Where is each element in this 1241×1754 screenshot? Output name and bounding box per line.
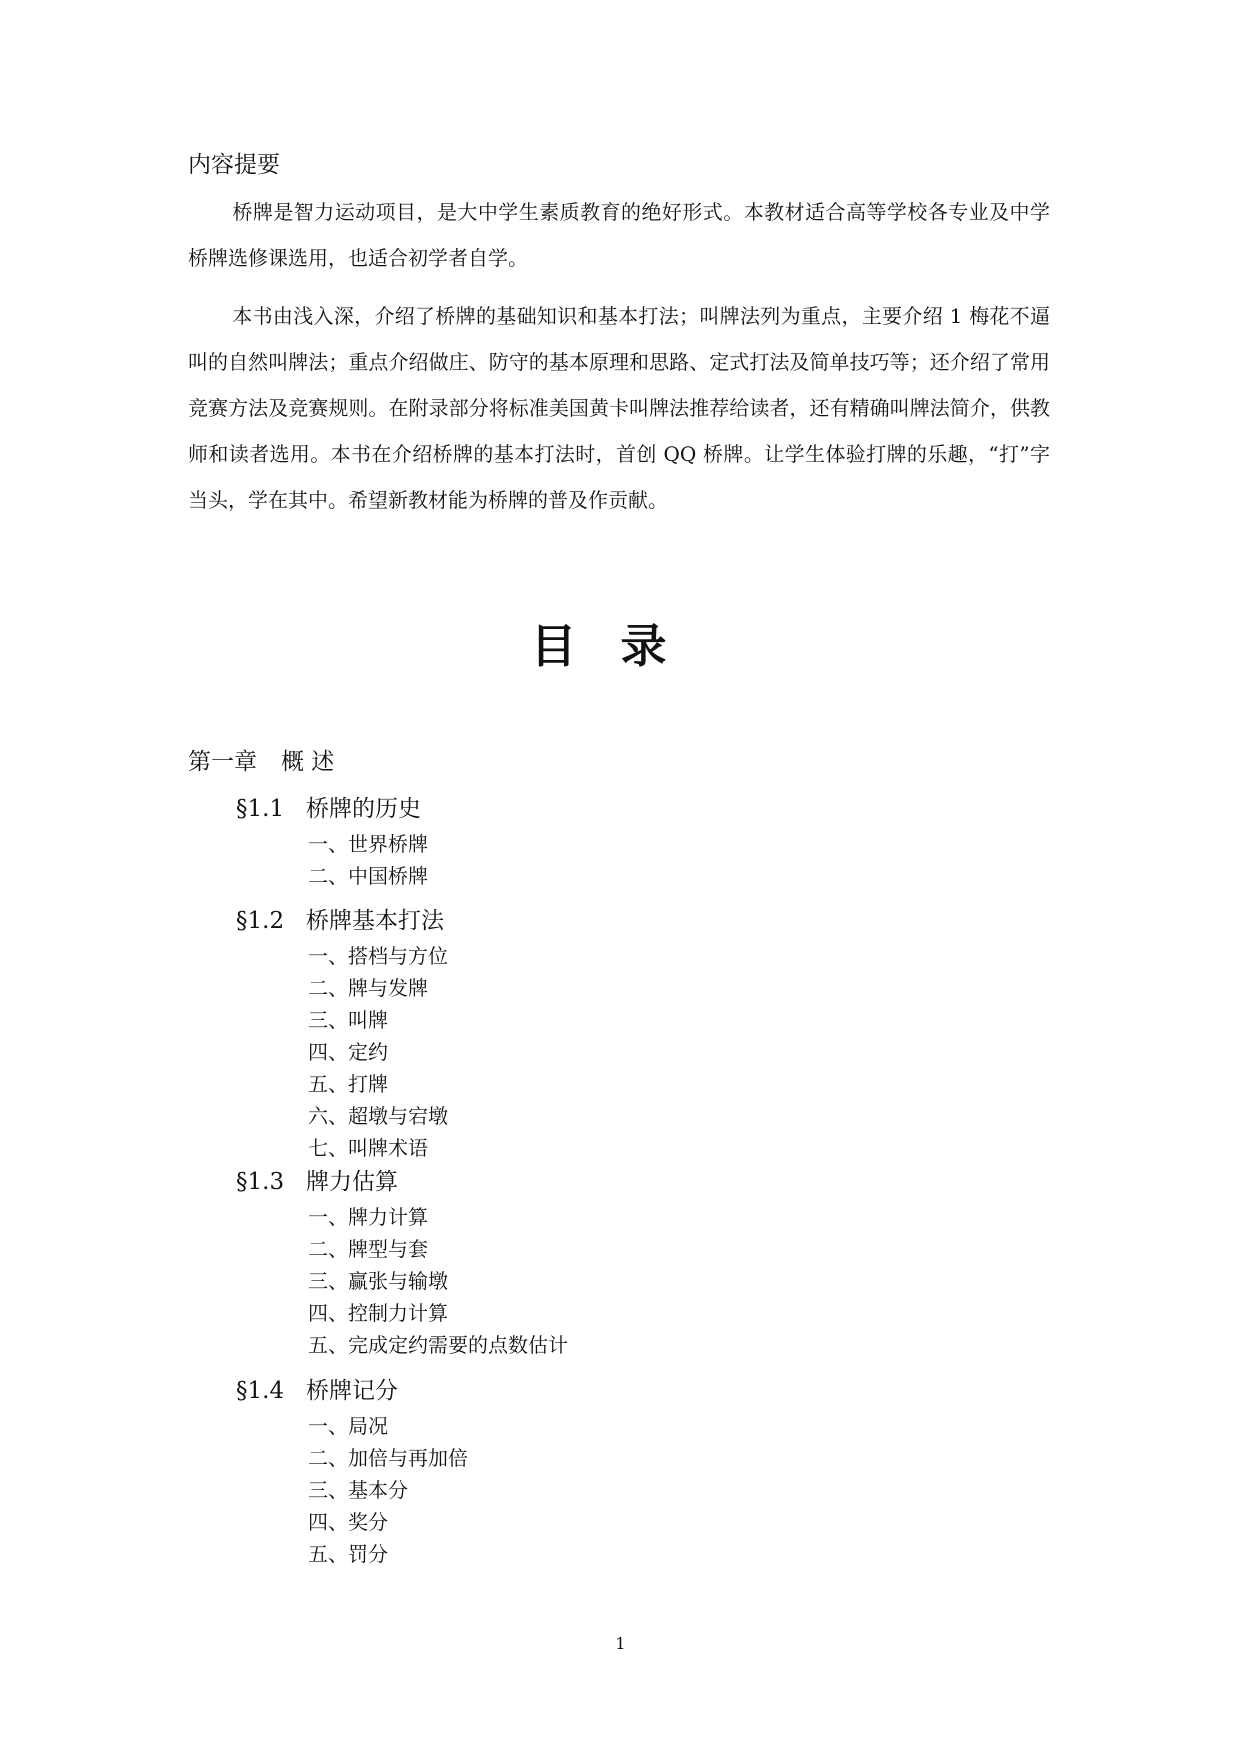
toc-section xyxy=(236,1163,398,1196)
toc-section-title: 桥牌记分 xyxy=(306,1378,398,1404)
toc-section-number: §1.3 xyxy=(236,1169,285,1195)
toc-section xyxy=(236,790,421,823)
toc-item: 五、罚分 xyxy=(308,1542,388,1566)
chapter-heading xyxy=(188,743,334,776)
toc-item: 二、加倍与再加倍 xyxy=(308,1446,468,1470)
toc-section-title: 牌力估算 xyxy=(306,1169,398,1195)
summary-paragraph-text: 本书由浅入深，介绍了桥牌的基础知识和基本打法；叫牌法列为重点，主要介绍 1 梅花不逼叫的自然叫牌法；重点介绍做庄、防守的基本原理和思路、定式打法及简单技巧等；还介绍了常用竞赛方法及竞赛规则。在附录部分将标准美国黄卡叫牌法推荐给读者，还有精确叫牌法简介，供教师和读者选用。本书在介绍桥牌的基本打法时，首创 QQ 桥牌。让学生体验打牌的乐趣，“打”字当头，学在其中。希望新教材能为桥牌的普及作贡献。 xyxy=(188,304,1050,512)
toc-section-number: §1.2 xyxy=(236,908,285,934)
toc-section-title: 桥牌的历史 xyxy=(306,796,421,822)
toc-item: 六、超墩与宕墩 xyxy=(308,1104,448,1128)
toc-item: 三、基本分 xyxy=(308,1478,408,1502)
toc-section-title: 桥牌基本打法 xyxy=(306,908,444,934)
toc-item: 五、打牌 xyxy=(308,1072,388,1096)
chapter-number: 第一章 xyxy=(188,749,257,775)
toc-item: 一、世界桥牌 xyxy=(308,832,428,856)
toc-title: 目录 xyxy=(530,619,711,673)
toc-section-number: §1.4 xyxy=(236,1378,285,1404)
summary-paragraph xyxy=(188,293,1050,523)
chapter-title: 概 述 xyxy=(281,749,335,775)
toc-item: 四、奖分 xyxy=(308,1510,388,1534)
toc-item: 四、定约 xyxy=(308,1040,388,1064)
toc-item: 二、牌与发牌 xyxy=(308,976,428,1000)
summary-paragraph xyxy=(188,189,1050,281)
toc-item: 四、控制力计算 xyxy=(308,1301,448,1325)
toc-item: 二、牌型与套 xyxy=(308,1237,428,1261)
toc-item: 一、局况 xyxy=(308,1414,388,1438)
toc-section xyxy=(236,1372,398,1405)
summary-heading: 内容提要 xyxy=(188,152,280,178)
summary-paragraph-text: 桥牌是智力运动项目，是大中学生素质教育的绝好形式。本教材适合高等学校各专业及中学桥牌选修课选用，也适合初学者自学。 xyxy=(188,200,1050,270)
toc-item: 二、中国桥牌 xyxy=(308,864,428,888)
toc-item: 七、叫牌术语 xyxy=(308,1136,428,1160)
toc-section-number: §1.1 xyxy=(236,796,285,822)
toc-item: 三、叫牌 xyxy=(308,1008,388,1032)
toc-section xyxy=(236,902,444,935)
page-number: 1 xyxy=(615,1634,626,1653)
toc-item: 三、赢张与输墩 xyxy=(308,1269,448,1293)
toc-item: 一、搭档与方位 xyxy=(308,944,448,968)
toc-item: 五、完成定约需要的点数估计 xyxy=(308,1333,568,1357)
toc-item: 一、牌力计算 xyxy=(308,1205,428,1229)
